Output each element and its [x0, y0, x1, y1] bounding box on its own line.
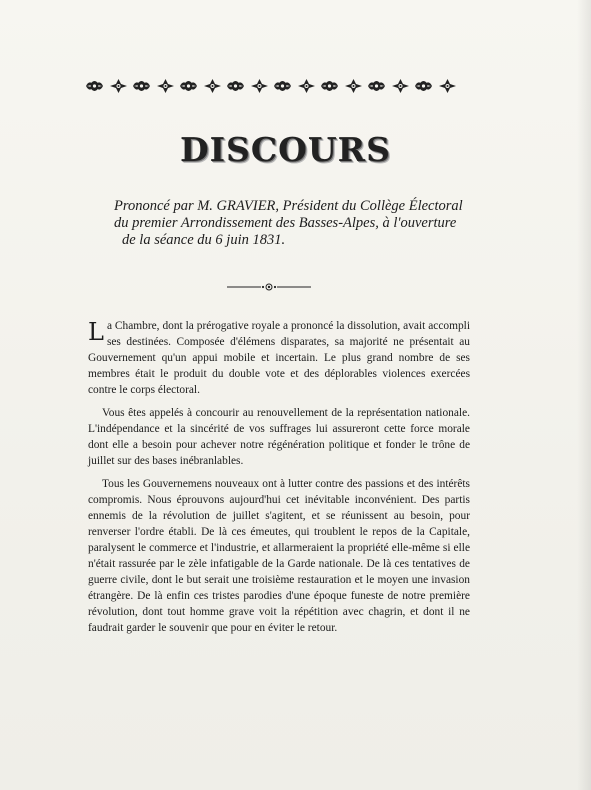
ornament-motif-icon: [296, 78, 317, 94]
ornamental-header-band: [84, 76, 458, 96]
drop-cap: L: [88, 318, 104, 346]
ornament-motif-icon: [437, 78, 458, 94]
ornament-motif-icon: [249, 78, 270, 94]
speech-body: [88, 318, 470, 643]
ornament-motif-icon: [390, 78, 411, 94]
paragraph: Tous les Gouvernemens nouveaux ont à lutter contre des passions et des intérêts compromis. Nous éprouvons aujourd'hui cet inévitable inconvénient. Des partis ennemis de la révolution de juillet s'agitent, et se réunissent au besoin, pour renverser l'ordre établi. De là ces émeutes, qui troublent le repos de la Capitale, paralysent le commerce et l'industrie, et allarmeraient la propriété elle-même si elle n'était rassurée par le zèle infatigable de la Garde nationale. De là ces tentatives de guerre civile, dont le but serait une troisième restauration et le moyen une invasion étrangère. De là enfin ces tristes parodies d'une époque funeste de notre première révolution, dont tout homme grave voit la répétition avec chagrin, et dont il ne faudrait garder le souvenir que pour en éviter le retour.: [88, 478, 470, 634]
ornament-motif-icon: [178, 78, 199, 94]
ornament-motif-icon: [155, 78, 176, 94]
ornament-motif-icon: [108, 78, 129, 94]
page-title: DISCOURS: [180, 130, 391, 169]
subtitle: [100, 198, 480, 249]
ornamental-divider: [227, 283, 311, 291]
subtitle-line-1: Prononcé par M. GRAVIER, Président du Collège Électoral: [114, 198, 463, 214]
ornament-motif-icon: [366, 78, 387, 94]
ornament-motif-icon: [202, 78, 223, 94]
ornament-motif-icon: [413, 78, 434, 94]
ornament-motif-icon: [84, 78, 105, 94]
paragraph-text: a Chambre, dont la prérogative royale a prononcé la dissolution, avait accompli ses destinées. Composée d'élémens disparates, sa majorité ne présentait au Gouvernement qu'un appui mobile et incertain. Le plus grand nombre de ses membres était le produit du double vote et des déplorables violences exercées contre le corps électoral.: [88, 320, 470, 396]
ornament-motif-icon: [225, 78, 246, 94]
subtitle-line-3: de la séance du 6 juin 1831.: [122, 232, 286, 248]
ornament-motif-icon: [343, 78, 364, 94]
page-edge-shadow: [577, 0, 591, 790]
ornament-motif-icon: [131, 78, 152, 94]
paragraph: Vous êtes appelés à concourir au renouvellement de la représentation nationale. L'indépendance et la sincérité de vos suffrages lui assureront cette force morale dont elle a besoin pour achever notre régénération politique et fonder le trône de juillet sur des bases inébranlables.: [88, 407, 470, 467]
paragraph: [88, 318, 470, 398]
subtitle-line-2: du premier Arrondissement des Basses-Alpes, à l'ouverture: [114, 215, 457, 231]
ornament-motif-icon: [319, 78, 340, 94]
ornament-motif-icon: [272, 78, 293, 94]
